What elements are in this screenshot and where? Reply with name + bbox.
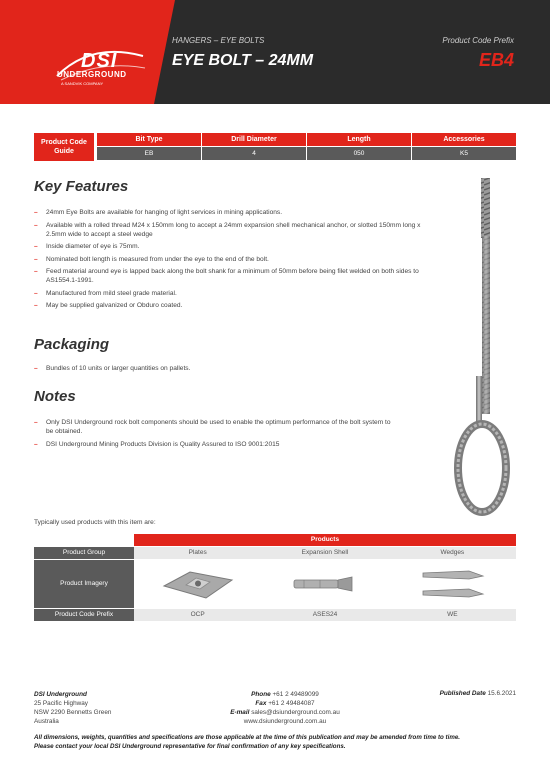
notes-heading: Notes (34, 388, 76, 405)
guide-column-value: EB (97, 147, 201, 160)
footer-address (34, 690, 111, 726)
fax-label: Fax (255, 700, 267, 707)
product-group-cell: Wedges (389, 547, 516, 559)
list-item: – Nominated bolt length is measured from under the eye to the end of the bolt. (34, 255, 424, 264)
table-row (34, 609, 516, 621)
list-item: – Available with a rolled thread M24 x 150mm long to accept a 24mm expansion shell mechanical anchor, or slotted 150mm long x 2.5mm wide to accept a steel wedge (34, 221, 424, 239)
email-link[interactable]: sales@dsiunderground.com.au (251, 709, 340, 716)
published-label: Published Date (439, 690, 486, 697)
logo-wordmark: DSI (81, 50, 118, 72)
guide-column-value: 050 (307, 147, 411, 160)
page-title: EYE BOLT – 24MM (172, 52, 314, 69)
footer-contact (200, 690, 370, 726)
notes-list (34, 418, 394, 452)
table-row (34, 560, 516, 608)
list-item: – DSI Underground Mining Products Division is Quality Assured to ISO 9001:2015 (34, 440, 394, 449)
packaging-list (34, 364, 424, 377)
list-item: – 24mm Eye Bolts are available for hanging of light services in mining applications. (34, 208, 424, 217)
guide-column-length (307, 133, 411, 160)
table-row (34, 547, 516, 559)
footer-disclaimer (34, 733, 516, 751)
guide-column-value: 4 (202, 147, 306, 160)
product-prefix-cell: ASES24 (261, 609, 388, 621)
logo-tagline: A SANDVIK COMPANY (61, 81, 104, 86)
disclaimer-line: All dimensions, weights, quantities and specifications are those applicable at the time of this publication and may be amended from time to time. (34, 734, 460, 741)
guide-column-header: Bit Type (97, 133, 201, 146)
guide-column-accessories (412, 133, 516, 160)
packaging-heading: Packaging (34, 336, 110, 353)
guide-column-bit-type (97, 133, 201, 160)
footer-company: DSI Underground (34, 691, 87, 698)
footer-address-line: NSW 2290 Bennetts Green (34, 709, 112, 716)
list-item: – Inside diameter of eye is 75mm. (34, 242, 424, 251)
typically-used-caption: Typically used products with this item are: (34, 519, 156, 526)
product-imagery-cell (389, 560, 516, 608)
product-category: HANGERS – EYE BOLTS (172, 36, 265, 45)
product-group-cell: Plates (134, 547, 261, 559)
product-imagery-cell (261, 560, 388, 608)
logo-subtitle: UNDERGROUND (57, 70, 127, 79)
footer-address-line: 25 Pacific Highway (34, 700, 88, 707)
guide-column-drill-diameter (202, 133, 306, 160)
product-code-guide-label: Product Code Guide (34, 133, 94, 161)
phone-label: Phone (251, 691, 271, 698)
list-item: – Manufactured from mild steel grade material. (34, 289, 424, 298)
key-features-list (34, 208, 424, 314)
phone-number: +61 2 49489099 (272, 691, 319, 698)
footer-published (440, 690, 516, 697)
product-group-label: Product Group (34, 547, 134, 559)
disclaimer-line: Please contact your local DSI Underground representative for final confirmation of any key specifications. (34, 743, 346, 750)
wedge-icon (417, 567, 487, 601)
list-item: – Bundles of 10 units or larger quantities on pallets. (34, 364, 424, 373)
dsi-logo (45, 44, 155, 104)
product-imagery-label: Product Imagery (34, 560, 134, 608)
guide-column-header: Accessories (412, 133, 516, 146)
product-prefix-cell: WE (389, 609, 516, 621)
email-label: E-mail (230, 709, 250, 716)
products-header: Products (134, 534, 516, 546)
product-code-prefix-label: Product Code Prefix (442, 36, 514, 45)
list-item: – Feed material around eye is lapped back along the bolt shank for a minimum of 50mm before being filet welded on both sides to AS1554.1-1991. (34, 267, 424, 285)
guide-column-header: Drill Diameter (202, 133, 306, 146)
list-item: – May be supplied galvanized or Obduro coated. (34, 301, 424, 310)
published-date: 15.6.2021 (487, 690, 516, 697)
guide-column-value: K5 (412, 147, 516, 160)
website-link[interactable]: www.dsiunderground.com.au (243, 718, 327, 725)
expansion-shell-icon (290, 574, 360, 594)
header-banner (0, 0, 550, 104)
product-code-guide-table (34, 133, 516, 161)
eye-bolt-image (452, 176, 524, 522)
key-features-heading: Key Features (34, 178, 129, 195)
fax-number: +61 2 49484087 (268, 700, 315, 707)
product-group-cell: Expansion Shell (261, 547, 388, 559)
footer-address-line: Australia (34, 718, 59, 725)
product-code-prefix: EB4 (478, 50, 514, 70)
product-code-prefix-row-label: Product Code Prefix (34, 609, 134, 621)
product-prefix-cell: OCP (134, 609, 261, 621)
list-item: – Only DSI Underground rock bolt components should be used to enable the optimum performance of the bolt system to be obtained. (34, 418, 394, 436)
product-imagery-cell (134, 560, 261, 608)
plate-icon (160, 566, 236, 602)
guide-column-header: Length (307, 133, 411, 146)
related-products-table (34, 534, 516, 621)
